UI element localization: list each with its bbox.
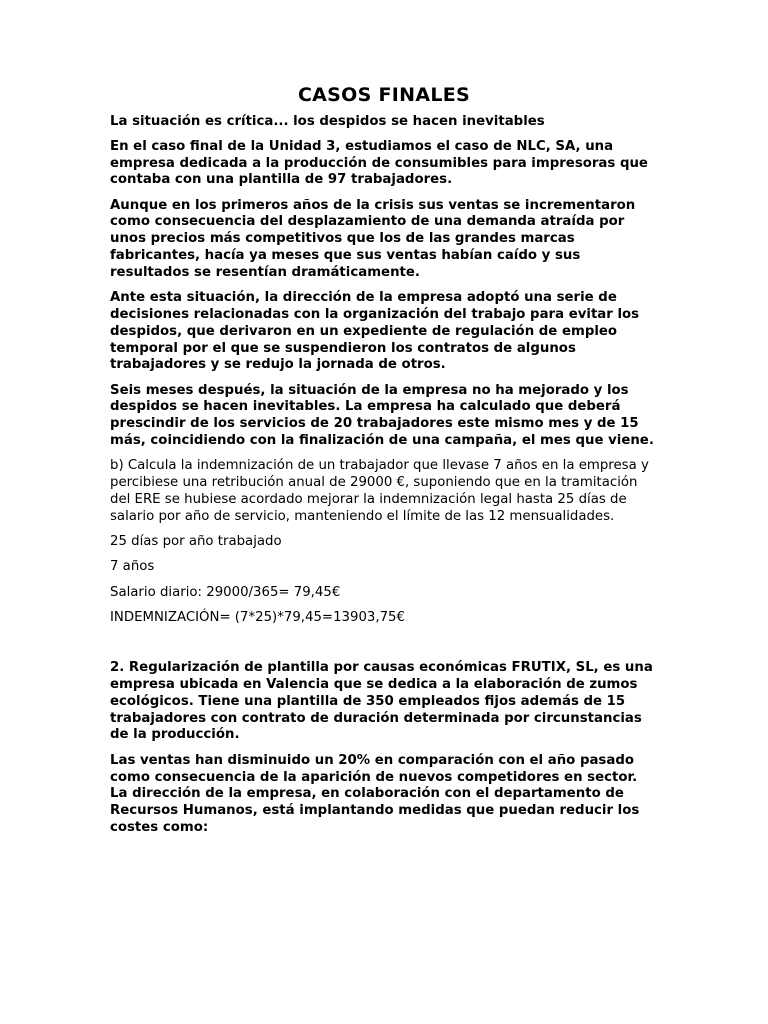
- question-b: b) Calcula la indemnización de un trabajador que llevase 7 años en la empresa y percibiese una retribución anual de 29000 €, suponiendo que en la tramitación del ERE se hubiese acordado mejorar la indemnización legal hasta 25 días de salario por año de servicio, manteniendo el límite de las 12 mensualidades.: [110, 458, 649, 524]
- answer-line: 7 años: [110, 559, 155, 575]
- case-paragraph: En el caso final de la Unidad 3, estudiamos el caso de NLC, SA, una empresa dedicada a la producción de consumibles para impresoras que contaba con una plantilla de 97 trabajadores.: [110, 138, 648, 188]
- case-2-paragraph: Las ventas han disminuido un 20% en comparación con el año pasado como consecuencia de la aparición de nuevos competidores en sector. La dirección de la empresa, en colaboración con el departamento de Recursos Humanos, está implantando medidas que puedan reducir los costes como:: [110, 752, 640, 835]
- spacer: [110, 635, 658, 660]
- case-2-paragraph: 2. Regularización de plantilla por causas económicas FRUTIX, SL, es una empresa ubicada en Valencia que se dedica a la elaboración de zumos ecológicos. Tiene una plantilla de 350 empleados fijos además de 15 trabajadores con contrato de duración determinada por circunstancias de la producción.: [110, 660, 653, 743]
- case-paragraph: Aunque en los primeros años de la crisis sus ventas se incrementaron como consecuencia del desplazamiento de una demanda atraída por unos precios más competitivos que los de las grandes marcas fabricantes, hacía ya meses que sus ventas habían caído y sus resultados se resentían dramáticamente.: [110, 197, 636, 280]
- case-paragraph: Ante esta situación, la dirección de la empresa adoptó una serie de decisiones relacionadas con la organización del trabajo para evitar los despidos, que derivaron en un expediente de regulación de empleo temporal por el que se suspendieron los contratos de algunos trabajadores y se redujo la jornada de otros.: [110, 290, 640, 373]
- case-paragraph: Seis meses después, la situación de la empresa no ha mejorado y los despidos se hacen inevitables. La empresa ha calculado que deberá prescindir de los servicios de 20 trabajadores este mismo mes y de 15 más, coincidiendo con la finalización de una campaña, el mes que viene.: [110, 382, 654, 449]
- page-title: CASOS FINALES: [297, 84, 471, 106]
- answer-line: INDEMNIZACIÓN= (7*25)*79,45=13903,75€: [110, 609, 405, 625]
- answer-line: 25 días por año trabajado: [110, 534, 282, 550]
- case-subtitle: La situación es crítica... los despidos se hacen inevitables: [110, 114, 545, 129]
- answer-line: Salario diario: 29000/365= 79,45€: [110, 584, 341, 600]
